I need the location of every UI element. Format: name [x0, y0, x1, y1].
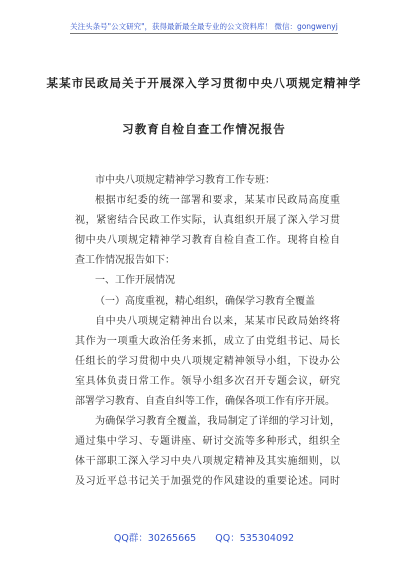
footer-qq: QQ：535304092: [215, 533, 295, 544]
footer-qq-group: QQ群：30265665: [113, 533, 197, 544]
body-line: 根据市纪委的统一部署和要求，某某市民政局高度重: [95, 195, 340, 207]
section-heading: 一、工作开展情况: [95, 275, 175, 287]
document-title-line-2: 习教育自检自查工作情况报告: [122, 122, 286, 136]
subsection-heading: （一）高度重视，精心组织，确保学习教育全覆盖: [95, 295, 315, 307]
footer-contacts: [0, 530, 408, 544]
body-line: 视，紧密结合民政工作实际，认真组织开展了深入学习贯: [75, 215, 340, 227]
header-note: 关注头条号"公文研究"，获得最新最全最专业的公文资料库！ 微信：gongwenyj: [70, 22, 338, 31]
body-line: 查工作情况报告如下：: [75, 255, 175, 267]
document-body: [75, 171, 340, 493]
body-line: 自中央八项规定精神出台以来，某某市民政局始终将: [95, 315, 340, 327]
document-title-line-1: 某某市民政局关于开展深入学习贯彻中央八项规定精神学: [46, 76, 362, 90]
body-line: 体干部职工深入学习中央八项规定精神及其实施细则，以: [75, 456, 340, 468]
body-line: 其作为一项重大政治任务来抓，成立了由党组书记、局长: [75, 335, 340, 347]
body-line: 部署学习教育、自查自纠等工作，确保各项工作有序开展。: [75, 396, 335, 408]
body-line: 室具体负责日常工作。领导小组多次召开专题会议，研究: [75, 375, 340, 387]
salutation: 市中央八项规定精神学习教育工作专班：: [95, 175, 275, 186]
body-line: 彻中央八项规定精神学习教育自检自查工作。现将自检自: [75, 235, 340, 247]
body-line: 通过集中学习、专题讲座、研讨交流等多种形式，组织全: [75, 436, 340, 448]
body-line: 任组长的学习贯彻中央八项规定精神领导小组，下设办公: [75, 355, 340, 367]
header-divider: [70, 33, 338, 34]
body-line: 为确保学习教育全覆盖，我局制定了详细的学习计划，: [95, 416, 340, 428]
body-line: 及习近平总书记关于加强党的作风建设的重要论述。同时: [75, 476, 340, 488]
